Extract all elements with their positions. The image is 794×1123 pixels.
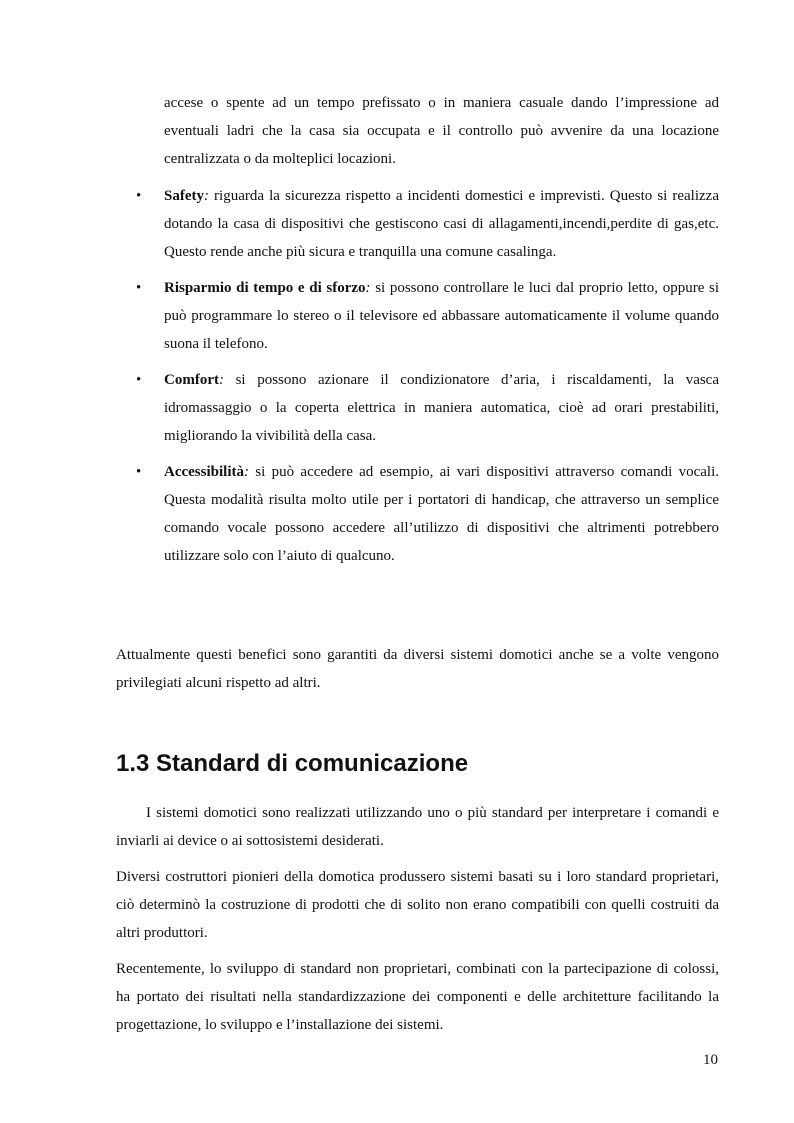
item-description: riguarda la sicurezza rispetto a incidenti domestici e imprevisti. Questo si realizza dotando la casa di dispositivi che gestiscono casi di allagamenti,incendi,perdite di gas,etc. Questo rende anche più sicura e tranquilla una comune casalinga. — [164, 188, 719, 260]
section-body — [116, 799, 719, 1047]
term-colon: : — [218, 372, 224, 388]
item-description: si può accedere ad esempio, ai vari dispositivi attraverso comandi vocali. Questa modalità risulta molto utile per i portatori di handicap, che attraverso un semplice comando vocale possono accedere all’utilizzo di dispositivi che altrimenti potrebbero utilizzare solo con l’aiuto di qualcuno. — [164, 464, 719, 564]
term-risparmio: Risparmio di tempo e di sforzo — [164, 280, 366, 296]
term-safety: Safety — [164, 188, 204, 204]
bullet-icon: • — [136, 372, 142, 388]
bullet-icon: • — [136, 464, 142, 480]
term-accessibilita: Accessibilità — [164, 464, 244, 480]
section-paragraph: Diversi costruttori pionieri della domotica produssero sistemi basati su i loro standard proprietari, ciò determinò la costruzione di prodotti che di solito non erano compatibili con quelli costruiti da altri produttori. — [116, 869, 719, 941]
item-description: si possono azionare il condizionatore d’aria, i riscaldamenti, la vasca idromassaggio o la coperta elettrica in maniera automatica, cioè ad orari prestabiliti, migliorando la vivibilità della casa. — [164, 372, 719, 444]
continued-paragraph: accese o spente ad un tempo prefissato o in maniera casuale dando l’impressione ad eventuali ladri che la casa sia occupata e il controllo può avvenire da una locazione centralizzata o da molteplici locazioni. — [164, 95, 719, 167]
section-paragraph: I sistemi domotici sono realizzati utilizzando uno o più standard per interpretare i comandi e inviarli ai device o ai sottosistemi desiderati. — [116, 805, 719, 849]
section-paragraph: Recentemente, lo sviluppo di standard non proprietari, combinati con la partecipazione di colossi, ha portato dei risultati nella standardizzazione dei componenti e delle architetture facilitando la progettazione, lo sviluppo e l’installazione dei sistemi. — [116, 961, 719, 1033]
item-description: si possono controllare le luci dal proprio letto, oppure si può programmare lo stereo o il televisore ed abbassare automaticamente il volume quando suona il telefono. — [164, 280, 719, 352]
term-colon: : — [365, 280, 371, 296]
list-item — [116, 274, 719, 358]
bullet-icon: • — [136, 280, 142, 296]
summary-paragraph: Attualmente questi benefici sono garantiti da diversi sistemi domotici anche se a volte vengono privilegiati alcuni rispetto ad altri. — [116, 647, 719, 691]
benefits-list — [116, 182, 719, 578]
page-number: 10 — [703, 1052, 718, 1068]
list-item — [116, 458, 719, 570]
section-heading: 1.3 Standard di comunicazione — [116, 750, 469, 777]
term-colon: : — [244, 464, 249, 480]
list-item — [116, 366, 719, 450]
term-comfort: Comfort — [164, 372, 219, 388]
term-colon: : — [204, 188, 209, 204]
list-item — [116, 182, 719, 266]
bullet-icon: • — [136, 188, 142, 204]
